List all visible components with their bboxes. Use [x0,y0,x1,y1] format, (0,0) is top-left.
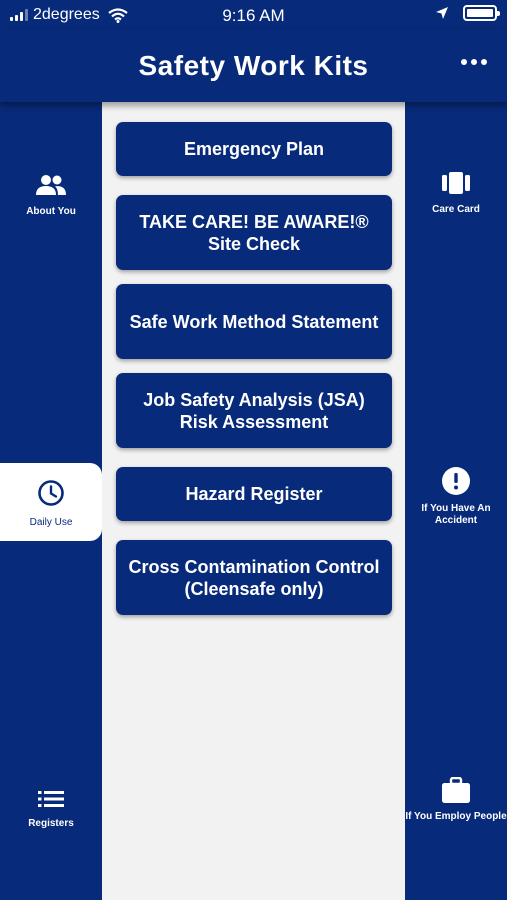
nav-item-label: About You [26,206,76,217]
safe-work-method-statement-button[interactable]: Safe Work Method Statement [116,284,392,359]
battery-icon [463,5,497,21]
daily-use-panel [102,102,405,900]
clock-icon [37,479,65,507]
alert-icon [442,467,470,495]
carrier-name: 2degrees [33,6,100,23]
nav-item-if-you-have-an-accident[interactable] [405,467,507,527]
hazard-register-button[interactable]: Hazard Register [116,467,392,521]
status-right-group [435,5,497,21]
list-icon [38,790,64,808]
app-header [0,30,507,102]
nav-item-label: Registers [28,818,74,829]
nav-item-label: If You Employ People [405,811,507,822]
job-safety-analysis-button[interactable]: Job Safety Analysis (JSA) Risk Assessment [116,373,392,448]
cross-contamination-control-button[interactable]: Cross Contamination Control (Cleensafe only) [116,540,392,615]
location-arrow-icon [435,6,449,20]
more-options-icon[interactable] [461,52,487,72]
status-bar [0,0,507,30]
nav-item-daily-use[interactable] [0,463,102,541]
nav-item-label: Daily Use [29,517,73,528]
nav-item-if-you-employ-people[interactable] [405,777,507,823]
right-nav [405,102,507,900]
emergency-plan-button[interactable]: Emergency Plan [116,122,392,176]
nav-item-label: If You Have An Accident [421,503,491,526]
nav-item-label: Care Card [432,204,480,215]
nav-item-about-you[interactable] [0,174,102,218]
page-title: Safety Work Kits [138,50,369,81]
site-check-button[interactable]: TAKE CARE! BE AWARE!® Site Check [116,195,392,270]
nav-item-registers[interactable] [0,790,102,830]
people-icon [35,174,67,196]
briefcase-icon [442,777,470,803]
nav-item-care-card[interactable] [405,172,507,216]
clock-time: 9:16 AM [222,6,285,25]
left-nav [0,102,102,900]
card-icon [442,172,470,194]
